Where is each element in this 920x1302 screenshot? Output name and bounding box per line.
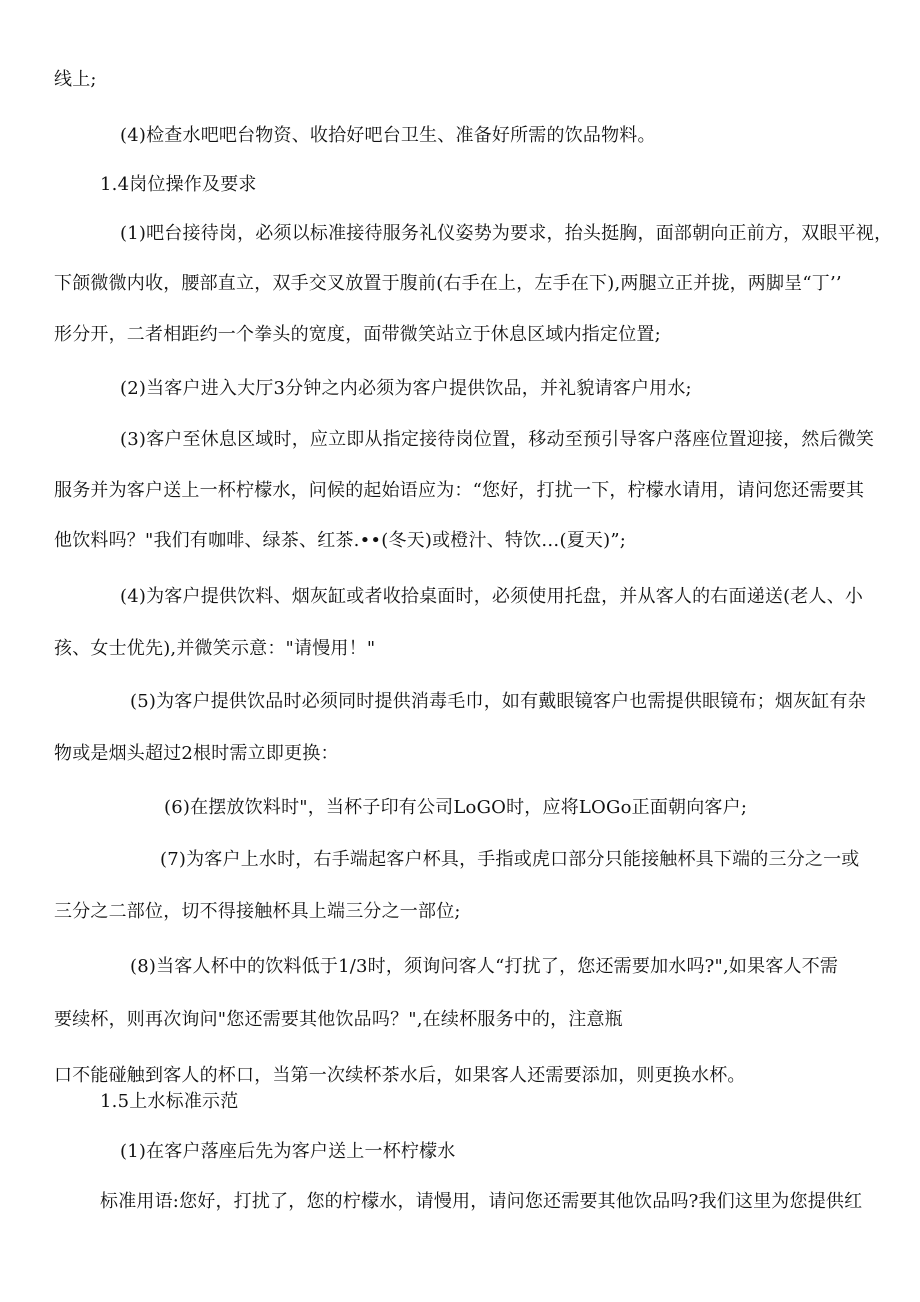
text-line: 孩、女士优先),并微笑示意："请慢用！" [54,638,376,659]
text-line: 形分开，二者相距约一个拳头的宽度，面带微笑站立于休息区域内指定位置; [54,324,661,345]
text-line: (5)为客户提供饮品时必须同时提供消毒毛巾，如有戴眼镜客户也需提供眼镜布；烟灰缸有杂 [130,691,866,712]
text-line: 他饮料吗？"我们有咖啡、绿茶、红茶.••(冬天)或橙汁、特饮…(夏天)”; [54,530,626,551]
text-line: (1)吧台接待岗，必须以标准接待服务礼仪姿势为要求，抬头挺胸，面部朝向正前方，双眼平视， [120,223,893,244]
text-line: 线上; [54,69,97,90]
text-line: (2)当客户进入大厅3分钟之内必须为客户提供饮品，并礼貌请客户用水; [120,378,692,399]
section-heading: 1.5上水标准示范 [100,1091,239,1112]
text-line: 服务并为客户送上一杯柠檬水，问候的起始语应为：“您好，打扰一下，柠檬水请用，请问您还需要其 [54,480,865,501]
text-line: (4)为客户提供饮料、烟灰缸或者收拾桌面时，必须使用托盘，并从客人的右面递送(老人、小 [120,586,864,607]
text-line: (7)为客户上水时，右手端起客户杯具，手指或虎口部分只能接触杯具下端的三分之一或 [160,849,860,870]
text-line: (3)客户至休息区域时，应立即从指定接待岗位置，移动至预引导客户落座位置迎接，然后微笑 [120,429,875,450]
text-line: 三分之二部位，切不得接触杯具上端三分之一部位; [54,901,461,922]
text-line: (1)在客户落座后先为客户送上一杯柠檬水 [120,1141,456,1162]
text-line: 口不能碰触到客人的杯口，当第一次续杯茶水后，如果客人还需要添加，则更换水杯。 [54,1065,746,1086]
text-line: 物或是烟头超过2根时需立即更换： [54,743,339,764]
section-heading: 1.4岗位操作及要求 [100,174,257,195]
text-line: (4)检查水吧吧台物资、收拾好吧台卫生、准备好所需的饮品物料。 [120,125,656,146]
text-line: (6)在摆放饮料时"，当杯子印有公司LoGO时，应将LOGo正面朝向客户; [164,797,748,818]
text-line: 标准用语:您好，打扰了，您的柠檬水，请慢用，请问您还需要其他饮品吗?我们这里为您提供红 [100,1191,863,1212]
text-line: 下颌微微内收，腰部直立，双手交叉放置于腹前(右手在上，左手在下),两腿立正并拢，两脚呈“丁’’ [54,273,842,294]
text-line: (8)当客人杯中的饮料低于1/3时，须询问客人“打扰了，您还需要加水吗?",如果客人不需 [130,956,839,977]
text-line: 要续杯，则再次询问"您还需要其他饮品吗？",在续杯服务中的，注意瓶 [54,1009,623,1030]
